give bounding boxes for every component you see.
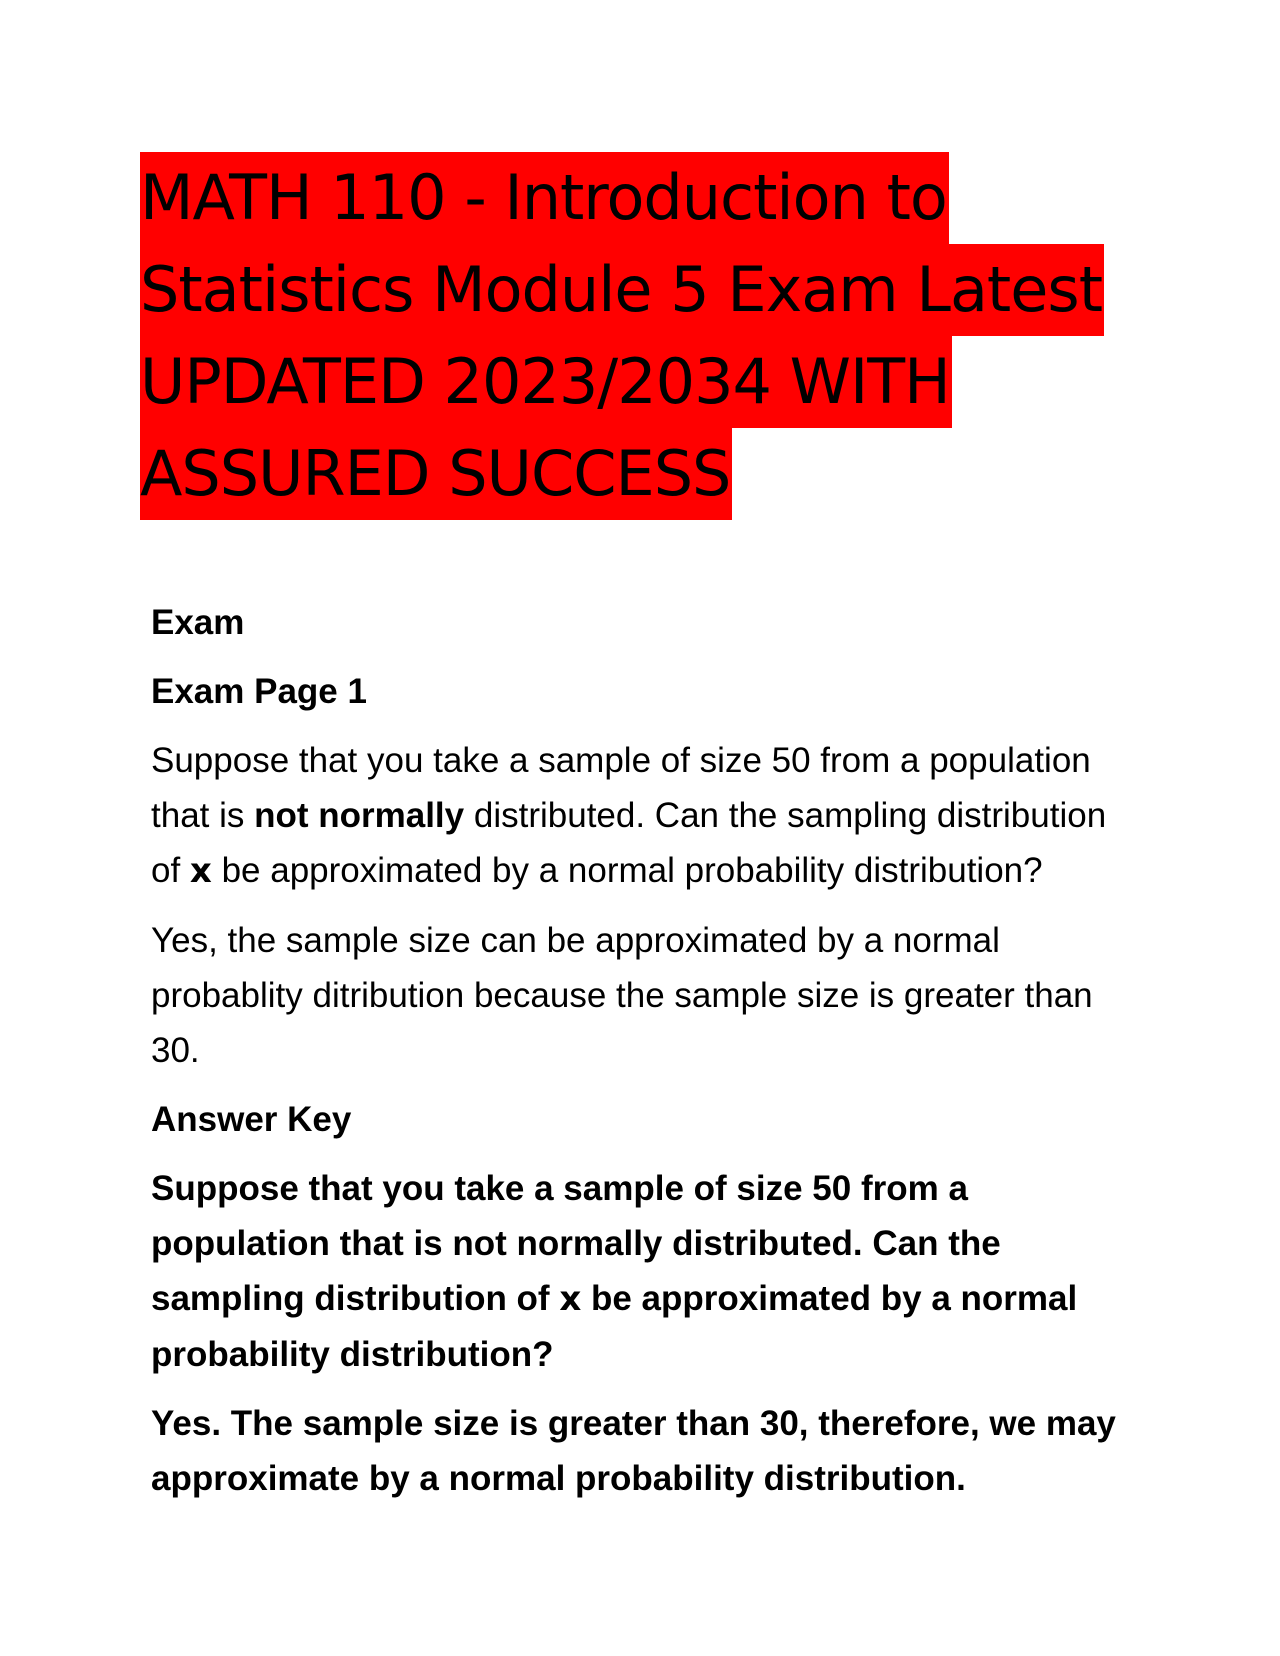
exam-page-heading: Exam Page 1 <box>151 672 367 711</box>
title-line: UPDATED 2023/2034 WITH <box>140 336 952 428</box>
exam-response: Yes, the sample size can be approximated by a normal probablity ditribution because the sample size is greater than 30. <box>151 921 1093 1070</box>
title-line: MATH 110 - Introduction to <box>140 152 949 244</box>
x-bar-symbol: x <box>189 851 212 891</box>
question-text: be approximated by a normal probability distribution? <box>211 851 1043 890</box>
exam-heading: Exam <box>151 603 245 642</box>
title-line: Statistics Module 5 Exam Latest <box>140 244 1104 336</box>
answer-key-answer: Yes. The sample size is greater than 30, therefore, we may approximate by a normal probability distribution. <box>151 1404 1116 1498</box>
question-text: distributed. Can the sampling distribution of <box>151 796 1107 890</box>
document-body <box>151 595 1131 1520</box>
document-title <box>140 152 1140 520</box>
answer-key-heading: Answer Key <box>151 1100 352 1139</box>
x-bar-symbol: x <box>559 1279 582 1319</box>
exam-question <box>151 733 1131 899</box>
question-text: Suppose that you take a sample of size 50 from a population that is not normally distributed. Can the sampling distribution of <box>151 1169 1001 1318</box>
question-text: Suppose that you take a sample of size 50 from a population that is <box>151 741 1091 835</box>
answer-key-question <box>151 1161 1131 1382</box>
title-line: ASSURED SUCCESS <box>140 428 732 520</box>
question-emphasis: not normally <box>254 796 465 835</box>
question-text: be approximated by a normal probability distribution? <box>151 1279 1078 1374</box>
